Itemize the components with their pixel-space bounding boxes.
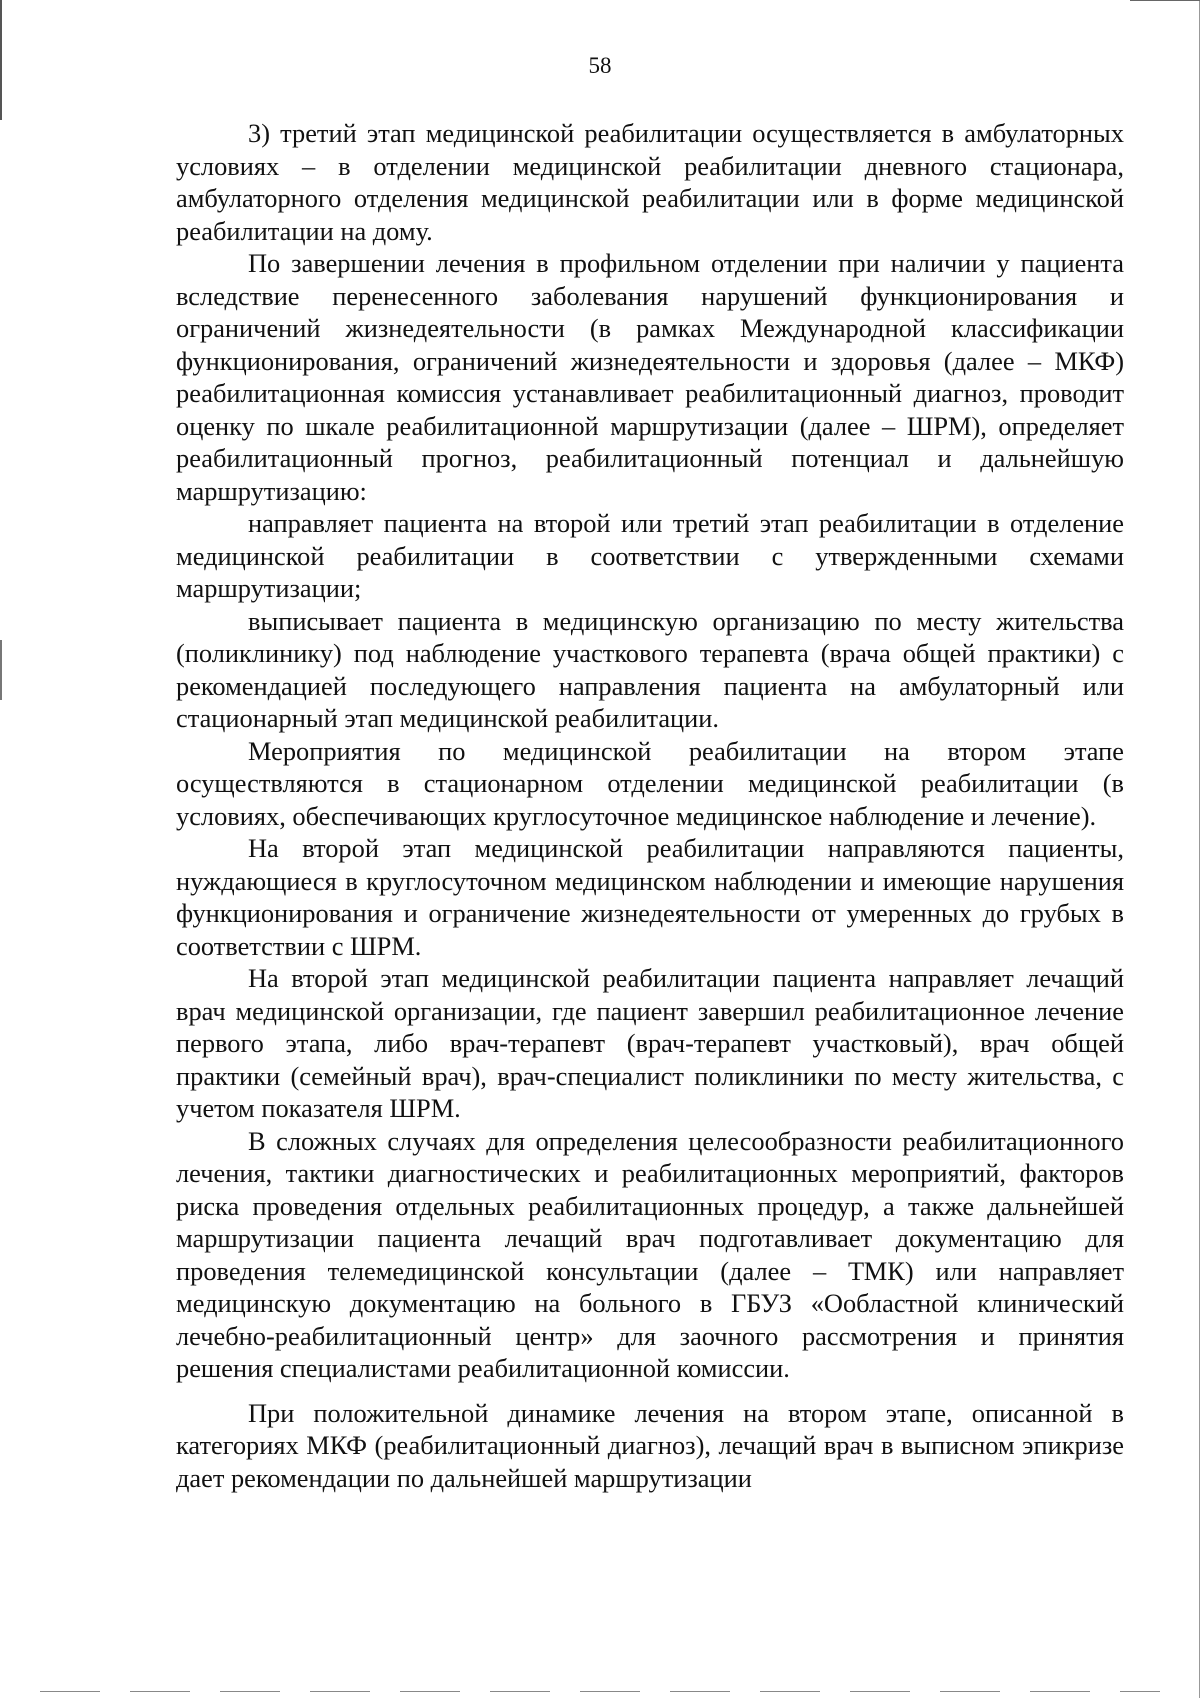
scan-edge-left (0, 0, 2, 1698)
page-number: 58 (588, 53, 612, 78)
paragraph-after-treatment: По завершении лечения в профильном отделении при наличии у пациента вследствие перенесенного заболевания нарушений функционирования и ограничений жизнедеятельности (в рамках Международной классификации функционирования, ограничений жизнедеятельности и здоровья (далее – МКФ) реабилитационная комиссия устанавливает реабилитационный диагноз, проводит оценку по шкале реабилитационной маршрутизации (далее – ШРМ), определяет реабилитационный прогноз, реабилитационный потенциал и дальнейшую маршрутизацию: (176, 248, 1124, 506)
paragraph-refers-patient: направляет пациента на второй или третий этап реабилитации в отделение медицинской реабилитации в соответствии с утвержденными схемами маршрутизации; (176, 508, 1124, 603)
paragraph-second-stage-measures: Мероприятия по медицинской реабилитации на втором этапе осуществляются в стационарном отделении медицинской реабилитации (в условиях, обеспечивающих круглосуточное медицинское наблюдение и лечение). (176, 735, 1124, 831)
paragraph-second-stage-referral: На второй этап медицинской реабилитации пациента направляет лечащий врач медицинской организации, где пациент завершил реабилитационное лечение первого этапа, либо врач-терапевт (врач-терапевт участковый), врач общей практики (семейный врач), врач-специалист поликлиники по месту жительства, с учетом показателя ШРМ. (176, 963, 1124, 1123)
scan-edge-bottom (40, 1691, 1160, 1692)
paragraph-second-stage-patients: На второй этап медицинской реабилитации направляются пациенты, нуждающиеся в круглосуточном медицинском наблюдении и имеющие нарушения функционирования и ограничение жизнедеятельности от умеренных до грубых в соответствии с ШРМ. (176, 833, 1124, 961)
paragraph-discharges-patient: выписывает пациента в медицинскую организацию по месту жительства (поликлинику) под наблюдение участкового терапевта (врача общей практики) с рекомендацией последующего направления пациента на амбулаторный или стационарный этап медицинской реабилитации. (176, 605, 1124, 733)
paragraph-complex-cases: В сложных случаях для определения целесообразности реабилитационного лечения, тактики диагностических и реабилитационных мероприятий, факторов риска проведения отдельных реабилитационных процедур, а также дальнейшей маршрутизации пациента лечащий врач подготавливает документацию для проведения телемедицинской консультации (далее – ТМК) или направляет медицинскую документацию на больного в ГБУЗ «Ообластной клинический лечебно-реабилитационный центр» для заочного рассмотрения и принятия решения специалистами реабилитационной комиссии. (176, 1125, 1124, 1383)
paragraph-positive-dynamics: При положительной динамике лечения на втором этапе, описанной в категориях МКФ (реабилитационный диагноз), лечащий врач в выписном эпикризе дает рекомендации по дальнейшей маршрутизации (176, 1397, 1124, 1493)
paragraph-third-stage: 3) третий этап медицинской реабилитации осуществляется в амбулаторных условиях – в отделении медицинской реабилитации дневного стационара, амбулаторного отделения медицинской реабилитации или в форме медицинской реабилитации на дому. (176, 118, 1124, 246)
scan-edge-top (1130, 0, 1200, 1)
document-body (176, 117, 1124, 1494)
